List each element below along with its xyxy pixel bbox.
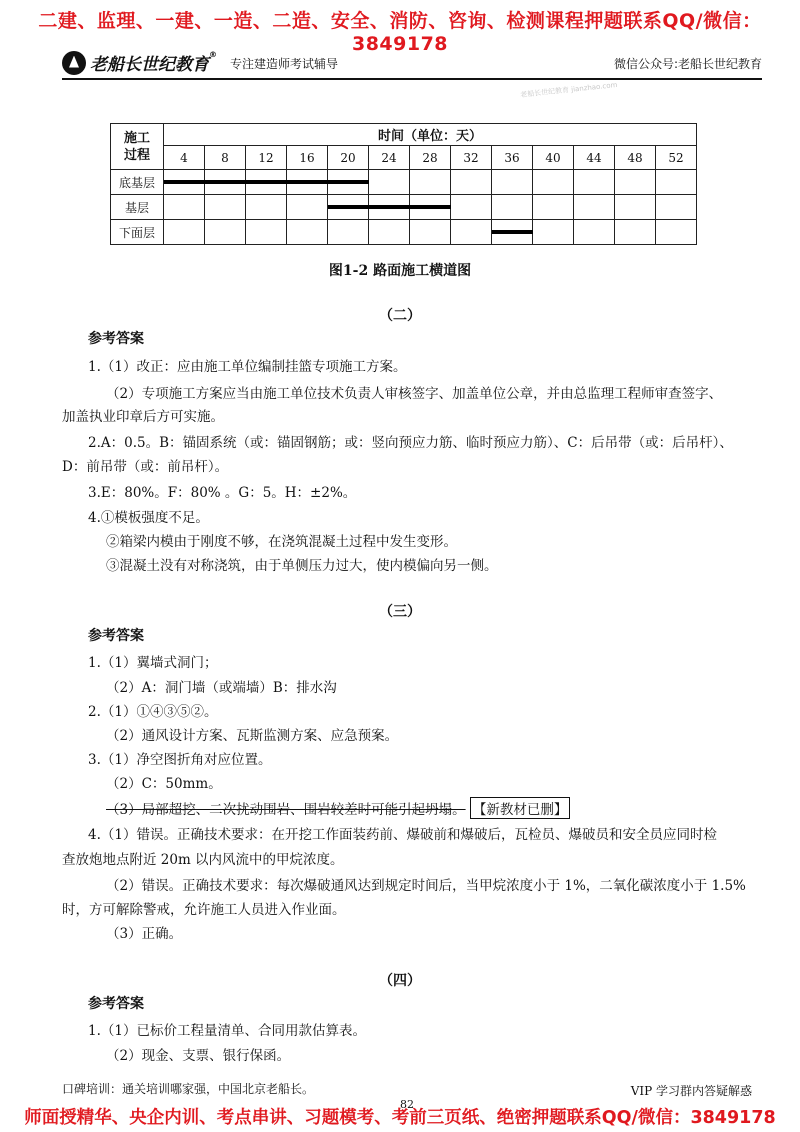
gantt-cell bbox=[246, 170, 287, 195]
process-header: 施工 过程 bbox=[111, 124, 164, 170]
page-header bbox=[62, 50, 762, 76]
time-tick-12: 12 bbox=[246, 146, 287, 170]
time-tick-24: 24 bbox=[369, 146, 410, 170]
answer-line: （2）C：50mm。 bbox=[106, 776, 222, 792]
header-divider bbox=[62, 78, 762, 80]
answer-line: 3.E：80%。F：80% 。G：5。H：±2%。 bbox=[88, 485, 357, 501]
gantt-cell bbox=[205, 220, 246, 245]
answer-line: 1.（1）已标价工程量清单、合同用款估算表。 bbox=[88, 1023, 366, 1039]
answer-line: （2）错误。正确技术要求：每次爆破通风达到规定时间后，当甲烷浓度小于 1%，二氧化碳浓度小于 1.5% bbox=[106, 878, 746, 894]
answer-line: 查放炮地点附近 20m 以内风流中的甲烷浓度。 bbox=[62, 852, 344, 868]
gantt-cell bbox=[451, 170, 492, 195]
process-label: 基层 bbox=[111, 195, 164, 220]
gantt-cell bbox=[656, 170, 697, 195]
time-header: 时间（单位：天） bbox=[164, 124, 697, 146]
gantt-cell bbox=[164, 195, 205, 220]
answer-line: 4.①模板强度不足。 bbox=[88, 510, 209, 526]
gantt-cell bbox=[492, 170, 533, 195]
gantt-row bbox=[111, 220, 697, 245]
time-tick-20: 20 bbox=[328, 146, 369, 170]
answer-title-3: 参考答案 bbox=[88, 628, 144, 644]
gantt-cell bbox=[164, 220, 205, 245]
gantt-cell bbox=[246, 220, 287, 245]
answer-line: 3.（1）净空图折角对应位置。 bbox=[88, 752, 272, 768]
gantt-cell bbox=[533, 170, 574, 195]
gantt-row bbox=[111, 170, 697, 195]
wechat-account: 微信公众号:老船长世纪教育 bbox=[613, 57, 762, 71]
footer-slogan: 口碑培训：通关培训哪家强，中国北京老船长。 bbox=[62, 1082, 315, 1096]
answer-line: D：前吊带（或：前吊杆）。 bbox=[62, 459, 229, 475]
page-number: 82 bbox=[400, 1098, 414, 1111]
section-heading-3: （三） bbox=[379, 604, 421, 620]
time-tick-8: 8 bbox=[205, 146, 246, 170]
time-tick-52: 52 bbox=[656, 146, 697, 170]
answer-line: （2）现金、支票、银行保函。 bbox=[106, 1048, 291, 1064]
gantt-cell bbox=[287, 170, 328, 195]
answer-line: 时，方可解除警戒，允许施工人员进入作业面。 bbox=[62, 902, 346, 918]
gantt-cell bbox=[574, 195, 615, 220]
gantt-cell bbox=[287, 220, 328, 245]
gantt-table bbox=[110, 123, 697, 245]
figure-caption: 图1-2 路面施工横道图 bbox=[328, 263, 472, 279]
gantt-cell bbox=[410, 170, 451, 195]
gantt-cell bbox=[533, 195, 574, 220]
gantt-cell bbox=[369, 195, 410, 220]
top-banner: 二建、监理、一建、一造、二造、安全、消防、咨询、检测课程押题联系QQ/微信：3849178 bbox=[38, 10, 762, 55]
answer-line: 加盖执业印章后方可实施。 bbox=[62, 409, 224, 425]
gantt-cell bbox=[451, 220, 492, 245]
gantt-cell bbox=[574, 220, 615, 245]
gantt-cell bbox=[615, 195, 656, 220]
gantt-cell bbox=[451, 195, 492, 220]
logo-text: 老船长世纪教育® bbox=[90, 50, 217, 75]
time-tick-4: 4 bbox=[164, 146, 205, 170]
answer-line: 1.（1）改正：应由施工单位编制挂篮专项施工方案。 bbox=[88, 359, 407, 375]
answer-line: ③混凝土没有对称浇筑，由于单侧压力过大，使内模偏向另一侧。 bbox=[106, 558, 498, 574]
time-tick-36: 36 bbox=[492, 146, 533, 170]
answer-line: （2）通风设计方案、瓦斯监测方案、应急预案。 bbox=[106, 728, 399, 744]
tagline: 专注建造师考试辅导 bbox=[230, 57, 339, 71]
deleted-note: 【新教材已删】 bbox=[470, 797, 571, 819]
answer-line: 2.（1）①④③⑤②。 bbox=[88, 704, 218, 720]
answer-line: 4.（1）错误。正确技术要求：在开挖工作面装药前、爆破前和爆破后，瓦检员、爆破员和安全员应同时检 bbox=[88, 827, 717, 843]
answer-title-4: 参考答案 bbox=[88, 996, 144, 1012]
gantt-cell bbox=[410, 195, 451, 220]
gantt-cell bbox=[492, 220, 533, 245]
gantt-cell bbox=[615, 170, 656, 195]
gantt-row bbox=[111, 195, 697, 220]
bottom-banner: 师面授精华、央企内训、考点串讲、习题模考、考前三页纸、绝密押题联系QQ/微信：3849178 bbox=[24, 1108, 776, 1128]
section-heading-4: （四） bbox=[379, 973, 421, 989]
deleted-line: （3）局部超挖、二次扰动围岩、围岩较差时可能引起坍塌。 【新教材已删】 bbox=[106, 797, 570, 819]
gantt-cell bbox=[615, 220, 656, 245]
answer-line: （2）A：洞门墙（或端墙）B：排水沟 bbox=[106, 680, 337, 696]
time-tick-16: 16 bbox=[287, 146, 328, 170]
gantt-cell bbox=[287, 195, 328, 220]
time-tick-48: 48 bbox=[615, 146, 656, 170]
answer-line: （2）专项施工方案应当由施工单位技术负责人审核签字、加盖单位公章，并由总监理工程师审查签字、 bbox=[106, 386, 723, 402]
ship-logo-icon bbox=[62, 51, 86, 75]
gantt-cell bbox=[533, 220, 574, 245]
gantt-cell bbox=[369, 220, 410, 245]
answer-line: 2.A：0.5。B：锚固系统（或：锚固钢筋；或：竖向预应力筋、临时预应力筋）、C：后吊带（或：后吊杆）、 bbox=[88, 435, 733, 451]
gantt-cell bbox=[246, 195, 287, 220]
gantt-cell bbox=[164, 170, 205, 195]
gantt-cell bbox=[656, 195, 697, 220]
time-tick-32: 32 bbox=[451, 146, 492, 170]
answer-title-2: 参考答案 bbox=[88, 331, 144, 347]
gantt-cell bbox=[328, 170, 369, 195]
time-tick-40: 40 bbox=[533, 146, 574, 170]
answer-line: （3）正确。 bbox=[106, 926, 183, 942]
gantt-cell bbox=[328, 220, 369, 245]
process-label: 底基层 bbox=[111, 170, 164, 195]
time-tick-44: 44 bbox=[574, 146, 615, 170]
tick-row bbox=[111, 146, 697, 170]
gantt-cell bbox=[369, 170, 410, 195]
watermark: 老船长世纪教育 jianzhao.com bbox=[519, 80, 618, 100]
logo bbox=[62, 50, 217, 75]
gantt-cell bbox=[574, 170, 615, 195]
section-heading-2: （二） bbox=[379, 308, 421, 324]
gantt-cell bbox=[205, 170, 246, 195]
gantt-cell bbox=[492, 195, 533, 220]
answer-line: 1.（1）翼墙式洞门； bbox=[88, 655, 218, 671]
gantt-cell bbox=[328, 195, 369, 220]
gantt-cell bbox=[656, 220, 697, 245]
footer-vip: VIP 学习群内答疑解惑 bbox=[630, 1084, 752, 1098]
answer-line: ②箱梁内模由于刚度不够，在浇筑混凝土过程中发生变形。 bbox=[106, 534, 457, 550]
time-tick-28: 28 bbox=[410, 146, 451, 170]
gantt-cell bbox=[205, 195, 246, 220]
process-label: 下面层 bbox=[111, 220, 164, 245]
gantt-cell bbox=[410, 220, 451, 245]
